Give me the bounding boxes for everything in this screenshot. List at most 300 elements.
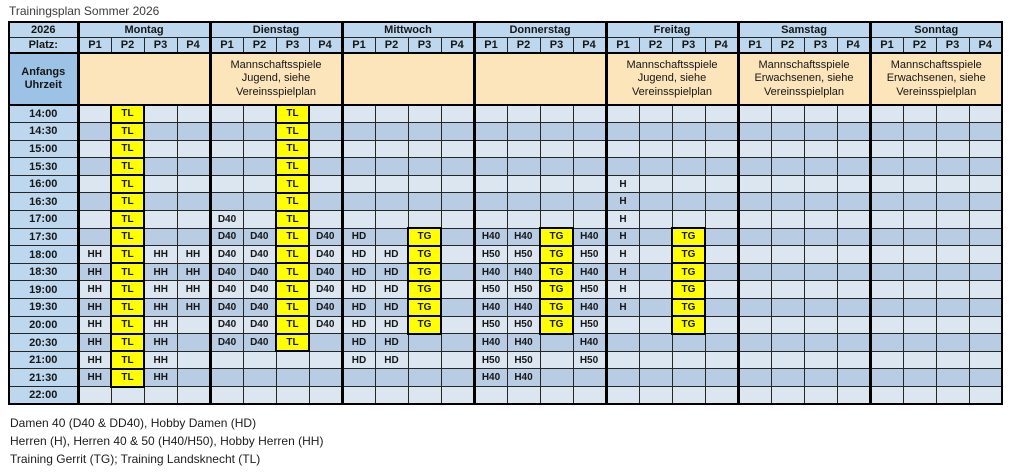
schedule-cell bbox=[408, 211, 441, 229]
schedule-cell bbox=[309, 140, 342, 158]
platz-label-cell: Platz: bbox=[9, 38, 78, 54]
schedule-cell bbox=[936, 263, 969, 281]
schedule-cell bbox=[672, 158, 705, 176]
schedule-cell: H50 bbox=[573, 281, 606, 299]
schedule-cell bbox=[705, 334, 738, 352]
schedule-cell: D40 bbox=[243, 263, 276, 281]
schedule-cell bbox=[441, 105, 474, 123]
schedule-cell bbox=[441, 193, 474, 211]
schedule-cell bbox=[573, 175, 606, 193]
court-header-freitag-p2: P2 bbox=[639, 38, 672, 54]
schedule-cell: HD bbox=[342, 246, 375, 264]
schedule-cell bbox=[408, 140, 441, 158]
schedule-cell bbox=[441, 228, 474, 246]
schedule-cell bbox=[639, 299, 672, 317]
schedule-cell: H bbox=[606, 175, 639, 193]
schedule-cell bbox=[771, 123, 804, 141]
schedule-cell: HH bbox=[144, 351, 177, 369]
schedule-cell bbox=[903, 263, 936, 281]
court-header-dienstag-p2: P2 bbox=[243, 38, 276, 54]
schedule-cell bbox=[903, 351, 936, 369]
schedule-cell bbox=[573, 140, 606, 158]
schedule-cell bbox=[573, 158, 606, 176]
schedule-cell bbox=[738, 263, 771, 281]
schedule-cell: TG bbox=[408, 263, 441, 281]
schedule-cell: D40 bbox=[243, 316, 276, 334]
schedule-cell bbox=[903, 334, 936, 352]
schedule-cell bbox=[342, 123, 375, 141]
schedule-cell bbox=[969, 351, 1002, 369]
schedule-cell: HD bbox=[375, 316, 408, 334]
schedule-cell: TG bbox=[408, 316, 441, 334]
schedule-cell bbox=[606, 369, 639, 387]
schedule-cell bbox=[639, 193, 672, 211]
schedule-cell bbox=[408, 175, 441, 193]
schedule-cell: D40 bbox=[210, 228, 243, 246]
schedule-cell bbox=[309, 369, 342, 387]
day-header-freitag: Freitag bbox=[606, 22, 738, 38]
schedule-cell: H40 bbox=[573, 263, 606, 281]
schedule-cell: TL bbox=[111, 123, 144, 141]
schedule-cell bbox=[474, 175, 507, 193]
schedule-cell bbox=[870, 211, 903, 229]
schedule-cell: HH bbox=[177, 263, 210, 281]
schedule-cell bbox=[342, 211, 375, 229]
schedule-cell: TG bbox=[672, 316, 705, 334]
schedule-cell: D40 bbox=[210, 334, 243, 352]
court-header-sonntag-p2: P2 bbox=[903, 38, 936, 54]
schedule-cell: TL bbox=[276, 193, 309, 211]
schedule-cell bbox=[276, 369, 309, 387]
schedule-cell bbox=[837, 263, 870, 281]
schedule-cell bbox=[738, 123, 771, 141]
schedule-cell: TL bbox=[111, 228, 144, 246]
schedule-cell bbox=[540, 105, 573, 123]
schedule-cell bbox=[573, 211, 606, 229]
schedule-cell: TG bbox=[408, 246, 441, 264]
schedule-cell: D40 bbox=[210, 281, 243, 299]
schedule-cell bbox=[936, 246, 969, 264]
court-header-montag-p3: P3 bbox=[144, 38, 177, 54]
schedule-cell bbox=[903, 193, 936, 211]
schedule-cell: D40 bbox=[243, 246, 276, 264]
schedule-cell bbox=[78, 158, 111, 176]
schedule-cell: D40 bbox=[309, 299, 342, 317]
schedule-cell: HH bbox=[144, 369, 177, 387]
court-header-dienstag-p1: P1 bbox=[210, 38, 243, 54]
schedule-cell bbox=[705, 316, 738, 334]
court-header-montag-p2: P2 bbox=[111, 38, 144, 54]
schedule-cell bbox=[606, 123, 639, 141]
schedule-cell bbox=[78, 175, 111, 193]
schedule-cell bbox=[705, 123, 738, 141]
schedule-cell bbox=[837, 140, 870, 158]
schedule-cell bbox=[903, 211, 936, 229]
schedule-cell: HH bbox=[78, 246, 111, 264]
schedule-cell bbox=[837, 316, 870, 334]
schedule-cell bbox=[177, 351, 210, 369]
schedule-cell bbox=[177, 193, 210, 211]
schedule-cell bbox=[969, 281, 1002, 299]
schedule-cell bbox=[243, 105, 276, 123]
schedule-cell: HH bbox=[78, 281, 111, 299]
court-header-mittwoch-p3: P3 bbox=[408, 38, 441, 54]
schedule-cell bbox=[375, 369, 408, 387]
schedule-cell bbox=[837, 246, 870, 264]
schedule-cell: H bbox=[606, 281, 639, 299]
time-cell: 19:30 bbox=[9, 299, 78, 317]
schedule-cell bbox=[408, 334, 441, 352]
year-cell: 2026 bbox=[9, 22, 78, 38]
schedule-cell bbox=[210, 175, 243, 193]
schedule-cell bbox=[573, 387, 606, 405]
schedule-cell bbox=[606, 158, 639, 176]
schedule-cell bbox=[738, 105, 771, 123]
time-cell: 14:30 bbox=[9, 123, 78, 141]
schedule-cell bbox=[441, 263, 474, 281]
court-header-mittwoch-p1: P1 bbox=[342, 38, 375, 54]
court-header-montag-p1: P1 bbox=[78, 38, 111, 54]
schedule-cell bbox=[870, 105, 903, 123]
schedule-cell: TL bbox=[111, 246, 144, 264]
schedule-cell bbox=[672, 351, 705, 369]
schedule-cell bbox=[639, 123, 672, 141]
schedule-cell bbox=[573, 105, 606, 123]
schedule-cell bbox=[672, 369, 705, 387]
schedule-cell: H bbox=[606, 193, 639, 211]
schedule-cell bbox=[639, 158, 672, 176]
schedule-cell bbox=[210, 158, 243, 176]
schedule-cell bbox=[705, 299, 738, 317]
schedule-cell bbox=[804, 369, 837, 387]
schedule-cell bbox=[177, 334, 210, 352]
schedule-cell bbox=[408, 105, 441, 123]
time-cell: 22:00 bbox=[9, 387, 78, 405]
schedule-cell: TG bbox=[408, 228, 441, 246]
schedule-cell bbox=[771, 193, 804, 211]
schedule-cell bbox=[342, 369, 375, 387]
schedule-cell: TG bbox=[672, 281, 705, 299]
schedule-cell bbox=[969, 123, 1002, 141]
schedule-cell bbox=[639, 140, 672, 158]
schedule-cell bbox=[309, 175, 342, 193]
schedule-cell bbox=[210, 387, 243, 405]
schedule-cell bbox=[375, 228, 408, 246]
schedule-cell: H40 bbox=[507, 228, 540, 246]
schedule-cell bbox=[771, 263, 804, 281]
schedule-cell: TL bbox=[276, 105, 309, 123]
schedule-cell bbox=[705, 263, 738, 281]
schedule-cell bbox=[408, 387, 441, 405]
schedule-cell bbox=[573, 123, 606, 141]
schedule-cell bbox=[738, 175, 771, 193]
schedule-cell bbox=[474, 123, 507, 141]
schedule-cell: D40 bbox=[243, 299, 276, 317]
schedule-cell bbox=[573, 369, 606, 387]
note-cell-dienstag bbox=[210, 53, 342, 105]
schedule-cell bbox=[375, 158, 408, 176]
schedule-cell bbox=[639, 334, 672, 352]
note-line: Vereinsspielplan bbox=[235, 85, 317, 98]
schedule-cell bbox=[441, 351, 474, 369]
schedule-cell: TG bbox=[408, 299, 441, 317]
schedule-cell bbox=[243, 123, 276, 141]
schedule-cell bbox=[804, 334, 837, 352]
note-line: Jugend, siehe bbox=[637, 72, 707, 85]
legend bbox=[10, 414, 1024, 468]
schedule-cell bbox=[903, 369, 936, 387]
schedule-cell bbox=[243, 193, 276, 211]
schedule-cell: TL bbox=[276, 211, 309, 229]
schedule-cell: HH bbox=[78, 263, 111, 281]
schedule-cell: D40 bbox=[243, 281, 276, 299]
schedule-cell: TL bbox=[276, 123, 309, 141]
court-header-samstag-p2: P2 bbox=[771, 38, 804, 54]
time-cell: 18:00 bbox=[9, 246, 78, 264]
schedule-cell bbox=[408, 369, 441, 387]
schedule-cell bbox=[771, 211, 804, 229]
schedule-cell bbox=[969, 387, 1002, 405]
schedule-cell: D40 bbox=[309, 263, 342, 281]
schedule-cell bbox=[969, 140, 1002, 158]
schedule-cell: HD bbox=[342, 228, 375, 246]
schedule-cell bbox=[705, 228, 738, 246]
schedule-cell: TG bbox=[672, 228, 705, 246]
schedule-cell: HH bbox=[177, 281, 210, 299]
schedule-cell bbox=[507, 193, 540, 211]
schedule-cell: HH bbox=[78, 299, 111, 317]
schedule-cell bbox=[606, 316, 639, 334]
schedule-cell bbox=[969, 193, 1002, 211]
schedule-cell: H40 bbox=[474, 263, 507, 281]
schedule-cell bbox=[177, 387, 210, 405]
schedule-cell bbox=[903, 316, 936, 334]
schedule-cell bbox=[606, 140, 639, 158]
schedule-cell bbox=[408, 158, 441, 176]
schedule-cell bbox=[771, 175, 804, 193]
court-header-sonntag-p4: P4 bbox=[969, 38, 1002, 54]
schedule-cell bbox=[540, 123, 573, 141]
schedule-cell bbox=[243, 387, 276, 405]
schedule-cell bbox=[441, 316, 474, 334]
schedule-cell: TG bbox=[672, 246, 705, 264]
schedule-cell bbox=[705, 158, 738, 176]
schedule-cell bbox=[243, 140, 276, 158]
schedule-cell: H40 bbox=[507, 299, 540, 317]
court-header-donnerstag-p3: P3 bbox=[540, 38, 573, 54]
schedule-cell bbox=[474, 387, 507, 405]
schedule-cell: D40 bbox=[210, 211, 243, 229]
schedule-cell bbox=[870, 334, 903, 352]
time-header-line: Uhrzeit bbox=[24, 79, 62, 91]
schedule-cell bbox=[177, 140, 210, 158]
time-cell: 15:00 bbox=[9, 140, 78, 158]
schedule-cell bbox=[375, 140, 408, 158]
schedule-cell bbox=[309, 158, 342, 176]
schedule-cell bbox=[969, 299, 1002, 317]
note-line: Mannschaftsspiele bbox=[230, 58, 322, 71]
schedule-cell: HH bbox=[177, 246, 210, 264]
time-cell: 21:00 bbox=[9, 351, 78, 369]
schedule-cell bbox=[936, 193, 969, 211]
schedule-cell bbox=[804, 140, 837, 158]
schedule-cell: TL bbox=[276, 158, 309, 176]
day-header-mittwoch: Mittwoch bbox=[342, 22, 474, 38]
note-cell-donnerstag bbox=[474, 53, 606, 105]
schedule-cell bbox=[441, 246, 474, 264]
note-line: Erwachsenen, siehe bbox=[754, 72, 854, 85]
schedule-cell bbox=[936, 281, 969, 299]
schedule-cell bbox=[441, 140, 474, 158]
note-cell-montag bbox=[78, 53, 210, 105]
schedule-cell bbox=[540, 369, 573, 387]
note-line: Vereinsspielplan bbox=[896, 85, 977, 98]
schedule-cell bbox=[903, 246, 936, 264]
court-header-sonntag-p1: P1 bbox=[870, 38, 903, 54]
schedule-cell bbox=[705, 281, 738, 299]
schedule-cell bbox=[210, 140, 243, 158]
schedule-cell: H40 bbox=[507, 369, 540, 387]
schedule-cell bbox=[639, 316, 672, 334]
schedule-cell bbox=[672, 123, 705, 141]
schedule-cell bbox=[441, 281, 474, 299]
schedule-cell bbox=[705, 369, 738, 387]
schedule-cell bbox=[342, 387, 375, 405]
schedule-cell bbox=[78, 140, 111, 158]
time-cell: 17:30 bbox=[9, 228, 78, 246]
schedule-cell bbox=[738, 140, 771, 158]
schedule-cell bbox=[342, 105, 375, 123]
schedule-cell bbox=[111, 387, 144, 405]
schedule-cell bbox=[78, 105, 111, 123]
schedule-cell bbox=[738, 351, 771, 369]
schedule-cell bbox=[705, 140, 738, 158]
schedule-cell bbox=[672, 193, 705, 211]
schedule-cell: H bbox=[606, 246, 639, 264]
day-header-montag: Montag bbox=[78, 22, 210, 38]
note-line: Jugend, siehe bbox=[241, 72, 311, 85]
schedule-cell bbox=[375, 123, 408, 141]
schedule-cell bbox=[837, 123, 870, 141]
schedule-cell bbox=[903, 175, 936, 193]
schedule-cell bbox=[177, 123, 210, 141]
schedule-cell: HD bbox=[375, 281, 408, 299]
schedule-cell: HH bbox=[78, 334, 111, 352]
schedule-cell bbox=[507, 158, 540, 176]
schedule-cell bbox=[243, 175, 276, 193]
time-cell: 17:00 bbox=[9, 211, 78, 229]
schedule-cell bbox=[243, 351, 276, 369]
schedule-cell bbox=[474, 211, 507, 229]
schedule-cell bbox=[705, 193, 738, 211]
schedule-cell: TL bbox=[276, 299, 309, 317]
page-title: Trainingsplan Sommer 2026 bbox=[9, 4, 160, 18]
schedule-cell: H50 bbox=[573, 316, 606, 334]
schedule-cell: H40 bbox=[573, 228, 606, 246]
schedule-cell bbox=[804, 123, 837, 141]
note-line: Mannschaftsspiele bbox=[758, 58, 850, 71]
schedule-cell: HD bbox=[342, 299, 375, 317]
schedule-cell bbox=[540, 351, 573, 369]
schedule-cell bbox=[903, 387, 936, 405]
schedule-cell bbox=[969, 334, 1002, 352]
schedule-cell bbox=[837, 281, 870, 299]
schedule-cell: HD bbox=[375, 246, 408, 264]
schedule-cell: H50 bbox=[474, 246, 507, 264]
schedule-cell bbox=[78, 193, 111, 211]
schedule-cell bbox=[672, 334, 705, 352]
schedule-cell bbox=[837, 175, 870, 193]
schedule-cell: TG bbox=[540, 228, 573, 246]
schedule-cell bbox=[870, 193, 903, 211]
schedule-cell bbox=[837, 299, 870, 317]
schedule-cell bbox=[606, 334, 639, 352]
schedule-cell bbox=[210, 193, 243, 211]
schedule-cell: H50 bbox=[573, 351, 606, 369]
schedule-cell: D40 bbox=[210, 263, 243, 281]
schedule-cell bbox=[837, 228, 870, 246]
time-cell: 19:00 bbox=[9, 281, 78, 299]
schedule-cell bbox=[210, 369, 243, 387]
schedule-cell bbox=[78, 211, 111, 229]
schedule-cell bbox=[771, 316, 804, 334]
schedule-cell bbox=[771, 387, 804, 405]
schedule-cell bbox=[639, 369, 672, 387]
trainingsplan-table bbox=[8, 21, 1003, 405]
legend-line-damen: Damen 40 (D40 & DD40), Hobby Damen (HD) bbox=[10, 416, 257, 431]
schedule-cell bbox=[870, 123, 903, 141]
schedule-cell bbox=[144, 123, 177, 141]
schedule-cell: D40 bbox=[309, 246, 342, 264]
schedule-cell bbox=[672, 140, 705, 158]
schedule-cell bbox=[606, 387, 639, 405]
schedule-cell bbox=[804, 316, 837, 334]
schedule-cell bbox=[507, 123, 540, 141]
schedule-cell bbox=[771, 369, 804, 387]
schedule-cell bbox=[837, 211, 870, 229]
schedule-cell bbox=[804, 175, 837, 193]
schedule-cell bbox=[903, 281, 936, 299]
schedule-cell bbox=[705, 105, 738, 123]
schedule-cell bbox=[672, 211, 705, 229]
schedule-cell bbox=[870, 351, 903, 369]
time-cell: 18:30 bbox=[9, 263, 78, 281]
schedule-cell bbox=[738, 369, 771, 387]
schedule-cell bbox=[78, 123, 111, 141]
time-cell: 14:00 bbox=[9, 105, 78, 123]
note-line: Erwachsenen, siehe bbox=[886, 72, 986, 85]
schedule-cell bbox=[309, 351, 342, 369]
schedule-cell bbox=[507, 387, 540, 405]
schedule-cell: TL bbox=[276, 334, 309, 352]
schedule-cell bbox=[936, 228, 969, 246]
schedule-cell bbox=[474, 193, 507, 211]
schedule-cell bbox=[705, 175, 738, 193]
schedule-cell bbox=[540, 211, 573, 229]
schedule-cell: HD bbox=[342, 281, 375, 299]
schedule-cell: D40 bbox=[309, 281, 342, 299]
court-header-montag-p4: P4 bbox=[177, 38, 210, 54]
schedule-cell bbox=[309, 105, 342, 123]
schedule-cell bbox=[969, 246, 1002, 264]
schedule-cell: TL bbox=[111, 334, 144, 352]
schedule-cell bbox=[672, 105, 705, 123]
schedule-cell bbox=[837, 369, 870, 387]
schedule-cell bbox=[309, 211, 342, 229]
schedule-cell bbox=[804, 193, 837, 211]
schedule-cell: H40 bbox=[474, 334, 507, 352]
schedule-cell bbox=[507, 175, 540, 193]
